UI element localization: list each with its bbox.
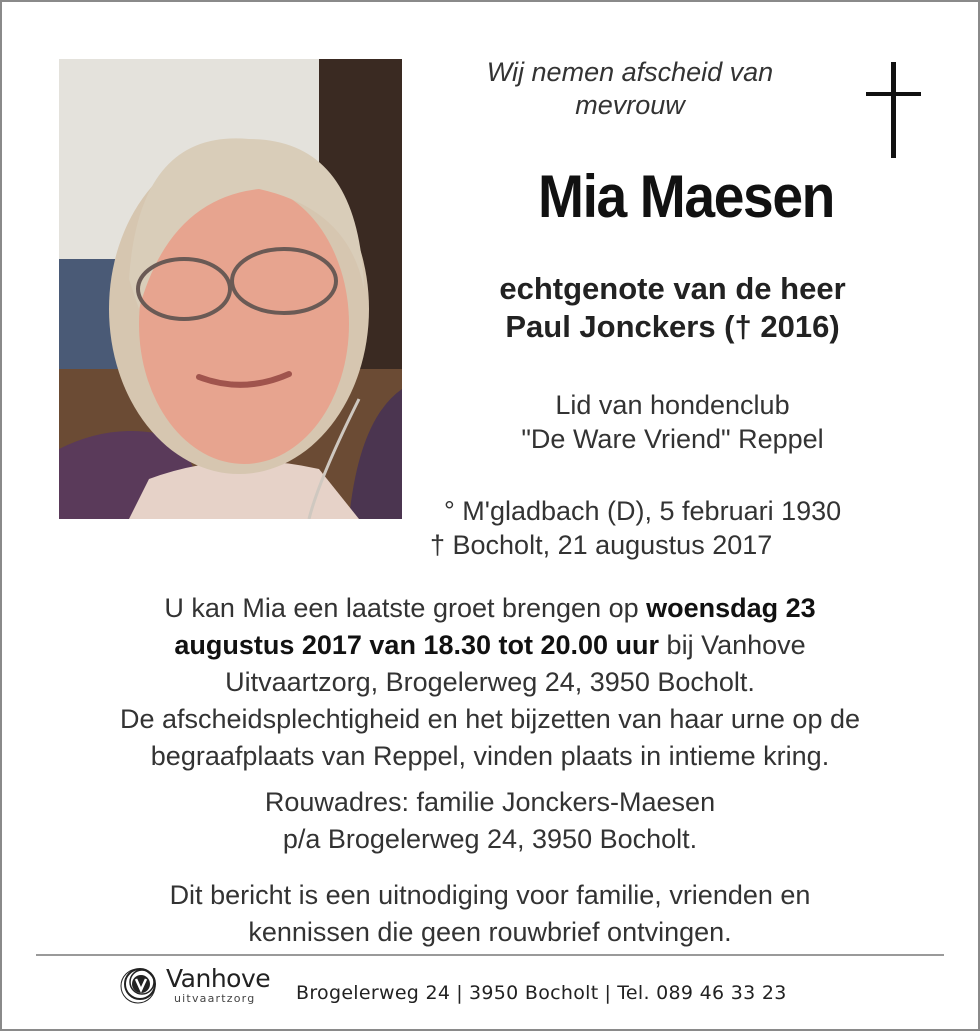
mourning-line-2: p/a Brogelerweg 24, 3950 Bocholt. <box>282 824 698 854</box>
mourning-address <box>40 784 940 858</box>
invitation-line-2: kennissen die geen rouwbrief ontvingen. <box>248 917 732 947</box>
visitation-line-4: De afscheidsplechtigheid en het bijzetten van haar urne op de <box>119 704 860 734</box>
birth-date: ° M'gladbach (D), 5 februari 1930 <box>444 496 842 526</box>
spouse-info <box>430 270 915 346</box>
footer-contact <box>296 982 787 1004</box>
mourning-line-1: Rouwadres: familie Jonckers-Maesen <box>264 787 716 817</box>
club-membership <box>430 388 915 456</box>
footer-divider <box>36 954 944 956</box>
visitation-line-3: Uitvaartzorg, Brogelerweg 24, 3950 Bocholt. <box>225 667 755 697</box>
life-dates <box>430 494 841 562</box>
deceased-name: Mia Maesen <box>537 163 835 230</box>
spouse-line-2: Paul Jonckers († 2016) <box>505 309 840 344</box>
portrait-photo <box>59 59 402 519</box>
vanhove-logo <box>120 962 290 1008</box>
visitation-date-bold: woensdag 23 <box>646 593 816 623</box>
visitation-line-2b: bij Vanhove <box>659 630 806 660</box>
visitation-line-1a: U kan Mia een laatste groet brengen op <box>164 593 647 623</box>
logo-subtitle: uitvaartzorg <box>174 992 256 1005</box>
visitation-line-1 <box>40 590 940 627</box>
club-line-1: Lid van hondenclub <box>555 390 790 420</box>
visitation-time-bold: augustus 2017 van 18.30 tot 20.00 uur <box>174 630 660 660</box>
visitation-line-5: begraafplaats van Reppel, vinden plaats in intieme kring. <box>150 741 830 771</box>
footer-separator: | <box>456 982 463 1004</box>
spouse-line-1: echtgenote van de heer <box>499 271 846 306</box>
club-line-2: "De Ware Vriend" Reppel <box>521 424 824 454</box>
footer-separator: | <box>604 982 612 1004</box>
footer-phone: Tel. 089 46 33 23 <box>617 982 787 1004</box>
intro-line-1: Wij nemen afscheid van <box>486 57 774 87</box>
invitation-note <box>40 877 940 951</box>
cross-icon <box>866 62 922 163</box>
logo-brand: Vanhove <box>166 964 271 993</box>
footer-city: 3950 Bocholt <box>469 982 599 1004</box>
invitation-line-1: Dit bericht is een uitnodiging voor familie, vrienden en <box>169 880 811 910</box>
vanhove-logo-icon <box>120 962 166 1008</box>
visitation-text <box>40 590 940 775</box>
visitation-line-2 <box>40 627 940 664</box>
intro-text <box>430 56 830 122</box>
intro-line-2: mevrouw <box>575 90 685 120</box>
footer-address: Brogelerweg 24 <box>296 982 451 1004</box>
death-date: † Bocholt, 21 augustus 2017 <box>430 530 773 560</box>
